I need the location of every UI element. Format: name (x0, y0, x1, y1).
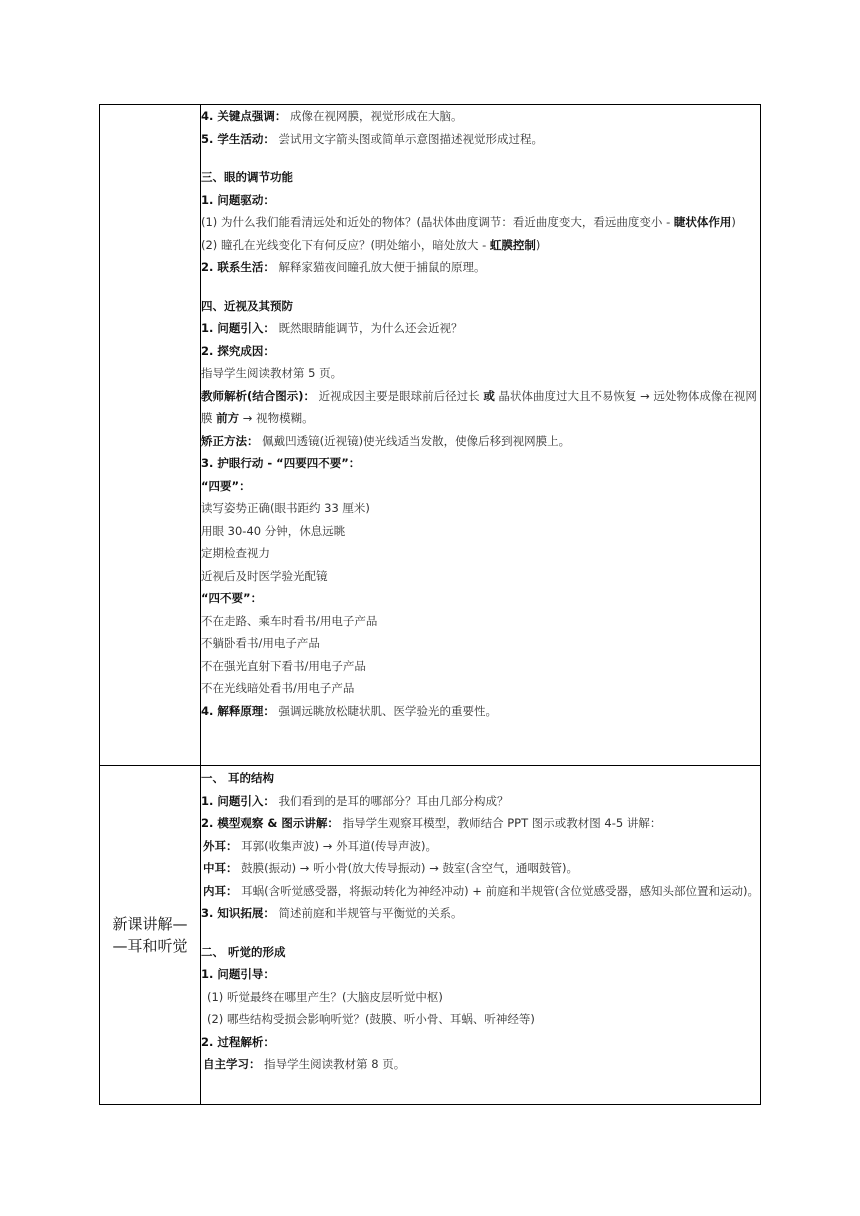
question-1-line: (1) 为什么我们能看清远处和近处的物体？(晶状体曲度调节：看近曲度变大，看远曲度变小 - 睫状体作用) (201, 215, 736, 229)
question-drive-line: 1. 问题驱动： (201, 192, 275, 207)
list-item: 用眼 30-40 分钟，休息远眺 (201, 523, 346, 538)
heading-myopia: 四、近视及其预防 (201, 298, 293, 313)
key-point-line: 4. 关键点强调： 成像在视网膜，视觉形成在大脑。 (201, 109, 463, 123)
list-item: 不躺卧看书/用电子产品 (201, 636, 320, 650)
question-intro-line: 1. 问题引入： 我们看到的是耳的哪部分？耳由几部分构成？ (201, 793, 509, 808)
knowledge-extension-line: 3. 知识拓展： 简述前庭和半规管与平衡觉的关系。 (201, 906, 463, 920)
question-2-line: (2) 哪些结构受损会影响听觉？(鼓膜、听小骨、耳蜗、听神经等) (207, 1012, 535, 1026)
outer-ear-line: 外耳： 耳郭(收集声波) → 外耳道(传导声波)。 (203, 838, 438, 853)
correction-method-line: 矫正方法： 佩戴凹透镜(近视镜)使光线适当发散，使像后移到视网膜上。 (201, 433, 571, 448)
table-row (100, 766, 761, 1105)
heading-eye-adjustment: 三、眼的调节功能 (201, 170, 293, 184)
four-dos-heading: “四要”： (201, 478, 251, 493)
middle-ear-line: 中耳： 鼓膜(振动) → 听小骨(放大传导振动) → 鼓室(含空气，通咽鼓管)。 (203, 861, 578, 875)
model-observation-line: 2. 模型观察 & 图示讲解： 指导学生观察耳模型，教师结合 PPT 图示或教材图 4-5 讲解： (201, 816, 662, 830)
self-study-line: 自主学习： 指导学生阅读教材第 8 页。 (203, 1057, 406, 1071)
list-item: 不在走路、乘车时看书/用电子产品 (201, 613, 378, 628)
heading-hearing-formation: 二、 听觉的形成 (201, 944, 286, 959)
list-item: 定期检查视力 (201, 546, 270, 560)
inner-ear-line: 内耳： 耳蜗(含听觉感受器，将振动转化为神经冲动) + 前庭和半规管(含位觉感受器，感知头部位置和运动)。 (203, 883, 760, 898)
left-cell-topic (100, 766, 201, 1105)
section-ear-content (201, 766, 761, 1105)
question-intro-line: 1. 问题引入： 既然眼睛能调节，为什么还会近视？ (201, 321, 463, 335)
list-item: 近视后及时医学验光配镜 (201, 568, 328, 583)
list-item: 不在强光直射下看书/用电子产品 (201, 658, 366, 673)
eye-care-action-line: 3. 护眼行动 - “四要四不要”： (201, 456, 361, 470)
left-cell-empty (100, 105, 201, 766)
list-item: 不在光线暗处看书/用电子产品 (201, 681, 355, 695)
explore-cause-line: 2. 探究成因： (201, 343, 275, 358)
explain-principle-line: 4. 解释原理： 强调远眺放松睫状肌、医学验光的重要性。 (201, 703, 498, 718)
read-textbook-line: 指导学生阅读教材第 5 页。 (201, 366, 343, 380)
life-connection-line: 2. 联系生活： 解释家猫夜间瞳孔放大便于捕鼠的原理。 (201, 260, 486, 274)
four-donts-heading: “四不要”： (201, 591, 263, 605)
table-row (100, 105, 761, 766)
student-activity-line: 5. 学生活动： 尝试用文字箭头图或简单示意图描述视觉形成过程。 (201, 131, 544, 146)
question-1-line: (1) 听觉最终在哪里产生？(大脑皮层听觉中枢) (207, 989, 443, 1004)
question-2-line: (2) 瞳孔在光线变化下有何反应？(明处缩小，暗处放大 - 虹膜控制) (201, 237, 541, 252)
topic-label-line-2: —耳和听觉 (112, 937, 188, 955)
topic-label-line-1: 新课讲解— (112, 915, 188, 933)
list-item: 读写姿势正确(眼书距约 33 厘米) (201, 501, 370, 515)
teacher-analysis-line: 教师解析(结合图示)： 近视成因主要是眼球前后径过长 或 晶状体曲度过大且不易恢复 → 远处物体成像在视网膜 前方 → 视物模糊。 (201, 388, 757, 425)
lesson-plan-table (99, 104, 761, 1105)
process-analysis-line: 2. 过程解析： (201, 1034, 275, 1049)
section-eye-content (201, 105, 761, 766)
question-guide-line: 1. 问题引导： (201, 967, 275, 981)
heading-ear-structure: 一、 耳的结构 (201, 771, 275, 785)
